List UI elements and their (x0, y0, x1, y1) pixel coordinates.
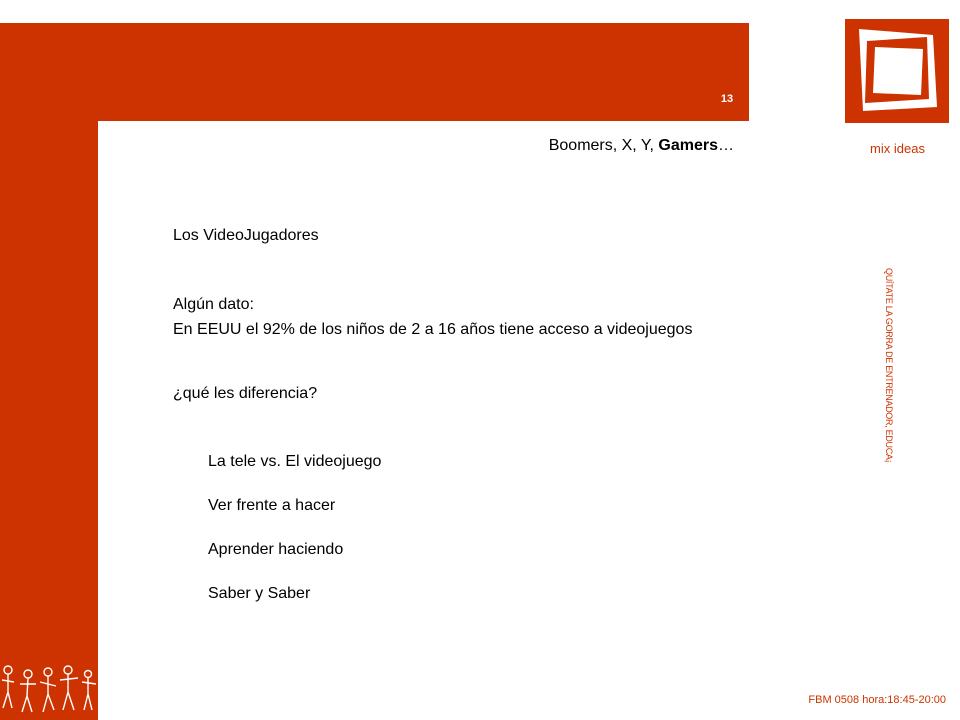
brand-label: mix ideas (870, 141, 925, 156)
data-fact: En EEUU el 92% de los niños de 2 a 16 años tiene acceso a videojuegos (173, 321, 693, 338)
logo-icon (845, 19, 949, 123)
title-plain: Boomers, X, Y, (548, 137, 659, 154)
content-heading: Los VideoJugadores (173, 227, 319, 244)
title-bold: Gamers (658, 137, 718, 154)
bullet-item: Aprender haciendo (208, 541, 344, 558)
title-ellipsis: … (718, 137, 734, 154)
vertical-slogan: QUÍTATE LA GORRA DE ENTRENADOR, EDUCA¡ (884, 268, 894, 463)
people-figures-icon (0, 660, 98, 720)
question: ¿qué les diferencia? (173, 385, 318, 402)
bullet-item: La tele vs. El videojuego (208, 453, 382, 470)
slide-number: 13 (720, 93, 734, 105)
top-color-band (0, 23, 749, 121)
left-color-band (0, 121, 98, 720)
slide-title (430, 137, 734, 155)
footer-text: FBM 0508 hora:18:45-20:00 (808, 694, 946, 706)
data-label: Algún dato: (173, 296, 254, 313)
bullet-item: Saber y Saber (208, 585, 311, 602)
bullet-item: Ver frente a hacer (208, 497, 336, 514)
